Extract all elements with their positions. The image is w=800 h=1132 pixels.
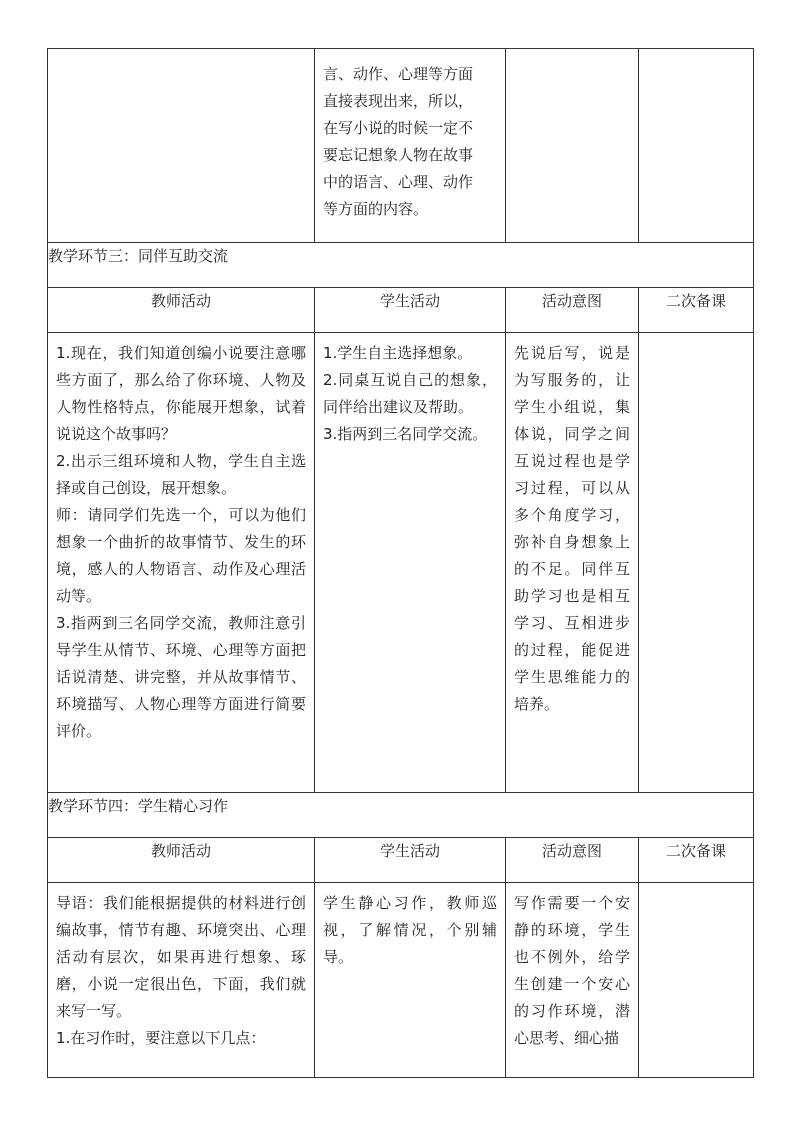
text-line: 要忘记想象人物在故事	[323, 146, 474, 164]
section-title-row	[48, 793, 754, 838]
header-student-activity: 学生活动	[315, 838, 506, 883]
paragraph: 2.出示三组环境和人物，学生自主选择或自己创设，展开想象。	[56, 452, 306, 497]
paragraph: 写作需要一个安静的环境，学生也不例外，给学生创建一个安心的习作环境，潜心思考、细心描	[514, 894, 630, 1047]
paragraph: 师：请同学们先选一个，可以为他们想象一个曲折的故事情节、发生的环境，感人的人物语言、动作及心理活动等。	[56, 506, 306, 605]
content-row	[48, 883, 754, 1078]
secondary-prep-cell	[639, 333, 754, 793]
continuation-row	[48, 49, 754, 243]
purpose-cell	[506, 49, 639, 243]
section-title: 教学环节四：学生精心习作	[48, 793, 754, 838]
text-line: 直接表现出来，所以，	[323, 92, 474, 110]
text-line: 在写小说的时候一定不	[323, 119, 474, 137]
paragraph: 3.指两到三名同学交流，教师注意引导学生从情节、环境、心理等方面把话说清楚、讲完整，并从故事情节、环境描写、人物心理等方面进行简要评价。	[56, 614, 306, 740]
content-row	[48, 333, 754, 793]
teacher-activity-cell	[48, 49, 315, 243]
header-teacher-activity: 教师活动	[48, 838, 315, 883]
paragraph: 1.现在，我们知道创编小说要注意哪些方面了，那么给了你环境、人物及人物性格特点，你能展开想象，试着说说这个故事吗？	[56, 344, 306, 443]
teacher-activity-cell	[48, 883, 315, 1078]
teacher-activity-cell	[48, 333, 315, 793]
text-line: 言、动作、心理等方面	[323, 65, 474, 83]
paragraph: 学生静心习作，教师巡视，了解情况，个别辅导。	[323, 894, 497, 966]
paragraph: 1.学生自主选择想象。	[323, 344, 473, 362]
paragraph: 3.指两到三名同学交流。	[323, 425, 488, 443]
header-secondary-prep: 二次备课	[639, 838, 754, 883]
student-activity-cell	[315, 333, 506, 793]
column-header-row	[48, 288, 754, 333]
text-line: 中的语言、心理、动作	[323, 173, 474, 191]
text-line: 等方面的内容。	[323, 200, 429, 218]
section-title-row	[48, 243, 754, 288]
secondary-prep-cell	[639, 883, 754, 1078]
paragraph: 先说后写，说是为写服务的，让学生小组说，集体说，同学之间互说过程也是学习过程，可以从多个角度学习，弥补自身想象上的不足。同伴互助学习也是相互学习、互相进步的过程，能促进学生思维能力的培养。	[514, 344, 630, 713]
header-student-activity: 学生活动	[315, 288, 506, 333]
secondary-prep-cell	[639, 49, 754, 243]
lesson-plan-table	[47, 48, 754, 1078]
student-activity-cell	[315, 49, 506, 243]
section-title: 教学环节三：同伴互助交流	[48, 243, 754, 288]
student-activity-cell	[315, 883, 506, 1078]
paragraph: 导语：我们能根据提供的材料进行创编故事，情节有趣、环境突出、心理活动有层次，如果再进行想象、琢磨，小说一定很出色，下面，我们就来写一写。	[56, 894, 306, 1020]
header-secondary-prep: 二次备课	[639, 288, 754, 333]
header-purpose: 活动意图	[506, 838, 639, 883]
purpose-cell	[506, 883, 639, 1078]
paragraph: 1.在习作时，要注意以下几点：	[56, 1029, 266, 1047]
header-teacher-activity: 教师活动	[48, 288, 315, 333]
header-purpose: 活动意图	[506, 288, 639, 333]
column-header-row	[48, 838, 754, 883]
paragraph: 2.同桌互说自己的想象，同伴给出建议及帮助。	[323, 371, 497, 416]
purpose-cell	[506, 333, 639, 793]
